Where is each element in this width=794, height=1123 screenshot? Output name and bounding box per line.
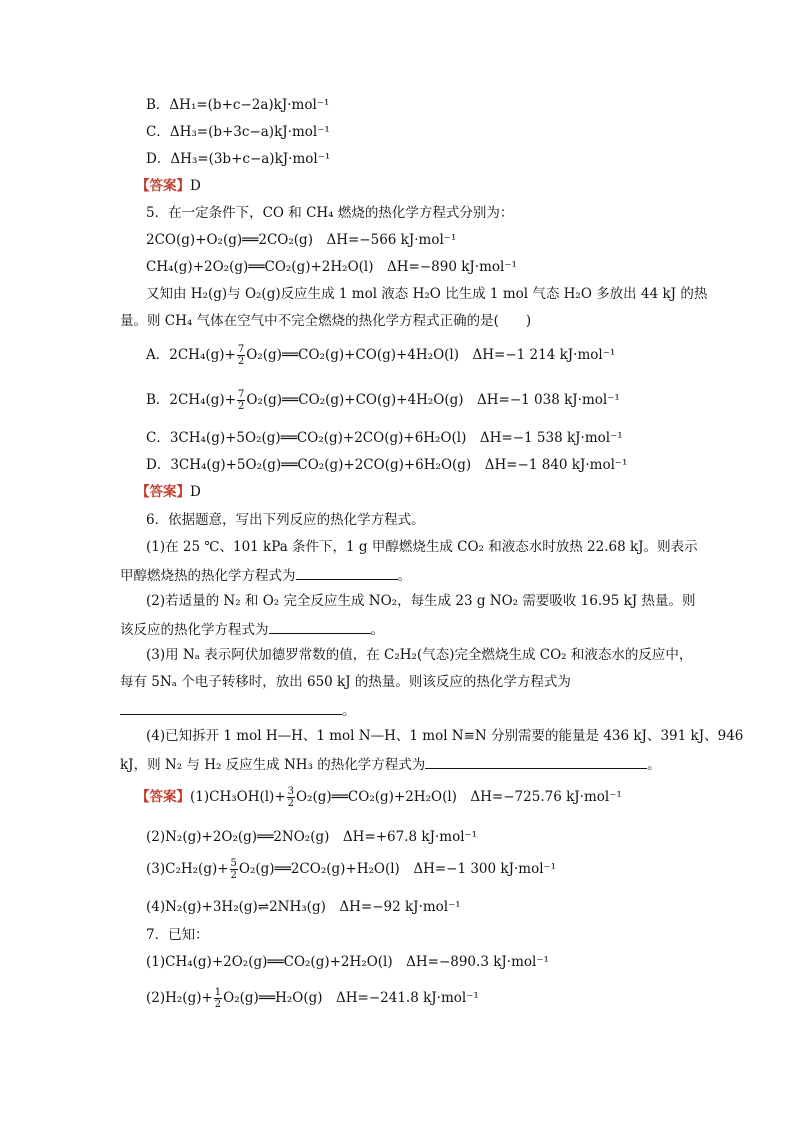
q7-stem: 7．已知： <box>146 927 209 943</box>
q6-part3-line2: 每有 5Nₐ 个电子转移时，放出 650 kJ 的热量。则该反应的热化学方程式为 <box>120 674 571 690</box>
fraction-denominator: 2 <box>238 401 245 412</box>
q5-condition-line-1: 又知由 H₂(g)与 O₂(g)反应生成 1 mol 液态 H₂O 比生成 1 mol 气态 H₂O 多放出 44 kJ 的热 <box>146 286 708 302</box>
q6-part1-line1: (1)在 25 ℃、101 kPa 条件下，1 g 甲醇燃烧生成 CO₂ 和液态水时放热 22.68 kJ。则表示 <box>146 539 698 555</box>
fraction-numerator: 7 <box>237 344 245 355</box>
answer-tag: 【答案】 <box>136 178 190 194</box>
option-b-pre: B．2CH₄(g)+ <box>146 392 237 408</box>
fraction-numerator: 1 <box>214 987 222 998</box>
q5-option-d: D．3CH₄(g)+5O₂(g)══CO₂(g)+2CO(g)+6H₂O(g) ΔH=−1 840 kJ·mol⁻¹ <box>146 457 628 473</box>
q7-equation-2-post: O₂(g)══H₂O(g) ΔH=−241.8 kJ·mol⁻¹ <box>223 990 479 1006</box>
answer-blank <box>120 700 342 715</box>
answer-5 <box>136 483 201 501</box>
fraction-denominator: 2 <box>287 798 295 809</box>
fraction-denominator: 2 <box>237 356 245 367</box>
period: 。 <box>397 568 411 584</box>
q6-part2-line1: (2)若适量的 N₂ 和 O₂ 完全反应生成 NO₂，每生成 23 g NO₂ 需要吸收 16.95 kJ 热量。则 <box>146 593 696 609</box>
answer-part1-pre: (1)CH₃OH(l)+ <box>190 789 286 805</box>
option-b-post: O₂(g)══CO₂(g)+CO(g)+4H₂O(g) ΔH=−1 038 kJ·mol⁻¹ <box>246 392 620 408</box>
answer-6-part3 <box>146 858 556 881</box>
fraction <box>287 786 295 809</box>
q6-part4-line2 <box>120 754 661 774</box>
q5-stem: 5．在一定条件下，CO 和 CH₄ 燃烧的热化学方程式分别为： <box>146 205 514 221</box>
option-a-post: O₂(g)══CO₂(g)+CO(g)+4H₂O(l) ΔH=−1 214 kJ·mol⁻¹ <box>246 347 616 363</box>
period: 。 <box>342 703 356 719</box>
q6-part1-line2 <box>120 565 411 585</box>
option-b-line: B．ΔH₁=(b+c−2a)kJ·mol⁻¹ <box>146 97 330 113</box>
q7-equation-2 <box>146 987 479 1010</box>
q6-part3-line3 <box>120 700 356 720</box>
answer-part3-pre: (3)C₂H₂(g)+ <box>146 861 229 877</box>
option-d-line: D．ΔH₃=(3b+c−a)kJ·mol⁻¹ <box>146 151 331 167</box>
option-c-line: C．ΔH₃=(b+3c−a)kJ·mol⁻¹ <box>146 124 330 140</box>
answer-tag: 【答案】 <box>136 484 190 500</box>
q6-part3-line1: (3)用 Nₐ 表示阿伏加德罗常数的值，在 C₂H₂(气态)完全燃烧生成 CO₂ 和液态水的反应中， <box>146 647 693 663</box>
fraction-denominator: 2 <box>230 870 237 881</box>
option-a-pre: A．2CH₄(g)+ <box>146 347 236 363</box>
q6-part4-line1: (4)已知拆开 1 mol H—H、1 mol N—H、1 mol N≡N 分别需要的能量是 436 kJ、391 kJ、946 <box>146 728 744 744</box>
q6-part1-prompt: 甲醇燃烧热的热化学方程式为 <box>120 568 296 584</box>
answer-6-part4: (4)N₂(g)+3H₂(g)⇌2NH₃(g) ΔH=−92 kJ·mol⁻¹ <box>146 899 461 915</box>
q5-condition-line-2: 量。则 CH₄ 气体在空气中不完全燃烧的热化学方程式正确的是( ) <box>120 313 532 329</box>
q6-part4-prompt: kJ，则 N₂ 与 H₂ 反应生成 NH₃ 的热化学方程式为 <box>120 757 426 773</box>
answer-4 <box>136 177 201 195</box>
period: 。 <box>370 622 384 638</box>
q7-equation-2-pre: (2)H₂(g)+ <box>146 990 213 1006</box>
fraction <box>230 858 238 881</box>
q5-equation-1: 2CO(g)+O₂(g)══2CO₂(g) ΔH=−566 kJ·mol⁻¹ <box>146 232 457 248</box>
q5-option-c: C．3CH₄(g)+5O₂(g)══CO₂(g)+2CO(g)+6H₂O(l) ΔH=−1 538 kJ·mol⁻¹ <box>146 430 623 446</box>
fraction <box>214 987 222 1010</box>
fraction <box>237 344 245 367</box>
answer-6-part1 <box>136 786 622 809</box>
answer-value: D <box>190 178 201 194</box>
fraction-numerator: 3 <box>287 786 295 797</box>
answer-blank <box>425 754 647 769</box>
answer-blank <box>269 619 371 634</box>
answer-blank <box>296 565 398 580</box>
q6-part2-prompt: 该反应的热化学方程式为 <box>120 622 269 638</box>
answer-value: D <box>190 484 201 500</box>
q5-equation-2: CH₄(g)+2O₂(g)══CO₂(g)+2H₂O(l) ΔH=−890 kJ·mol⁻¹ <box>146 259 517 275</box>
period: 。 <box>647 757 661 773</box>
fraction-numerator: 5 <box>230 858 237 869</box>
answer-tag: 【答案】 <box>136 789 190 805</box>
fraction <box>237 389 245 412</box>
answer-6-part2: (2)N₂(g)+2O₂(g)══2NO₂(g) ΔH=+67.8 kJ·mol⁻¹ <box>146 829 478 845</box>
answer-part1-post: O₂(g)══CO₂(g)+2H₂O(l) ΔH=−725.76 kJ·mol⁻¹ <box>296 789 622 805</box>
q5-option-b <box>146 389 620 412</box>
q5-option-a <box>146 344 615 367</box>
q7-equation-1: (1)CH₄(g)+2O₂(g)══CO₂(g)+2H₂O(l) ΔH=−890.3 kJ·mol⁻¹ <box>146 954 549 970</box>
fraction-numerator: 7 <box>238 389 245 400</box>
answer-part3-post: O₂(g)══2CO₂(g)+H₂O(l) ΔH=−1 300 kJ·mol⁻¹ <box>238 861 557 877</box>
q6-part2-line2 <box>120 619 384 639</box>
q6-stem: 6．依据题意，写出下列反应的热化学方程式。 <box>146 512 425 528</box>
fraction-denominator: 2 <box>214 999 222 1010</box>
